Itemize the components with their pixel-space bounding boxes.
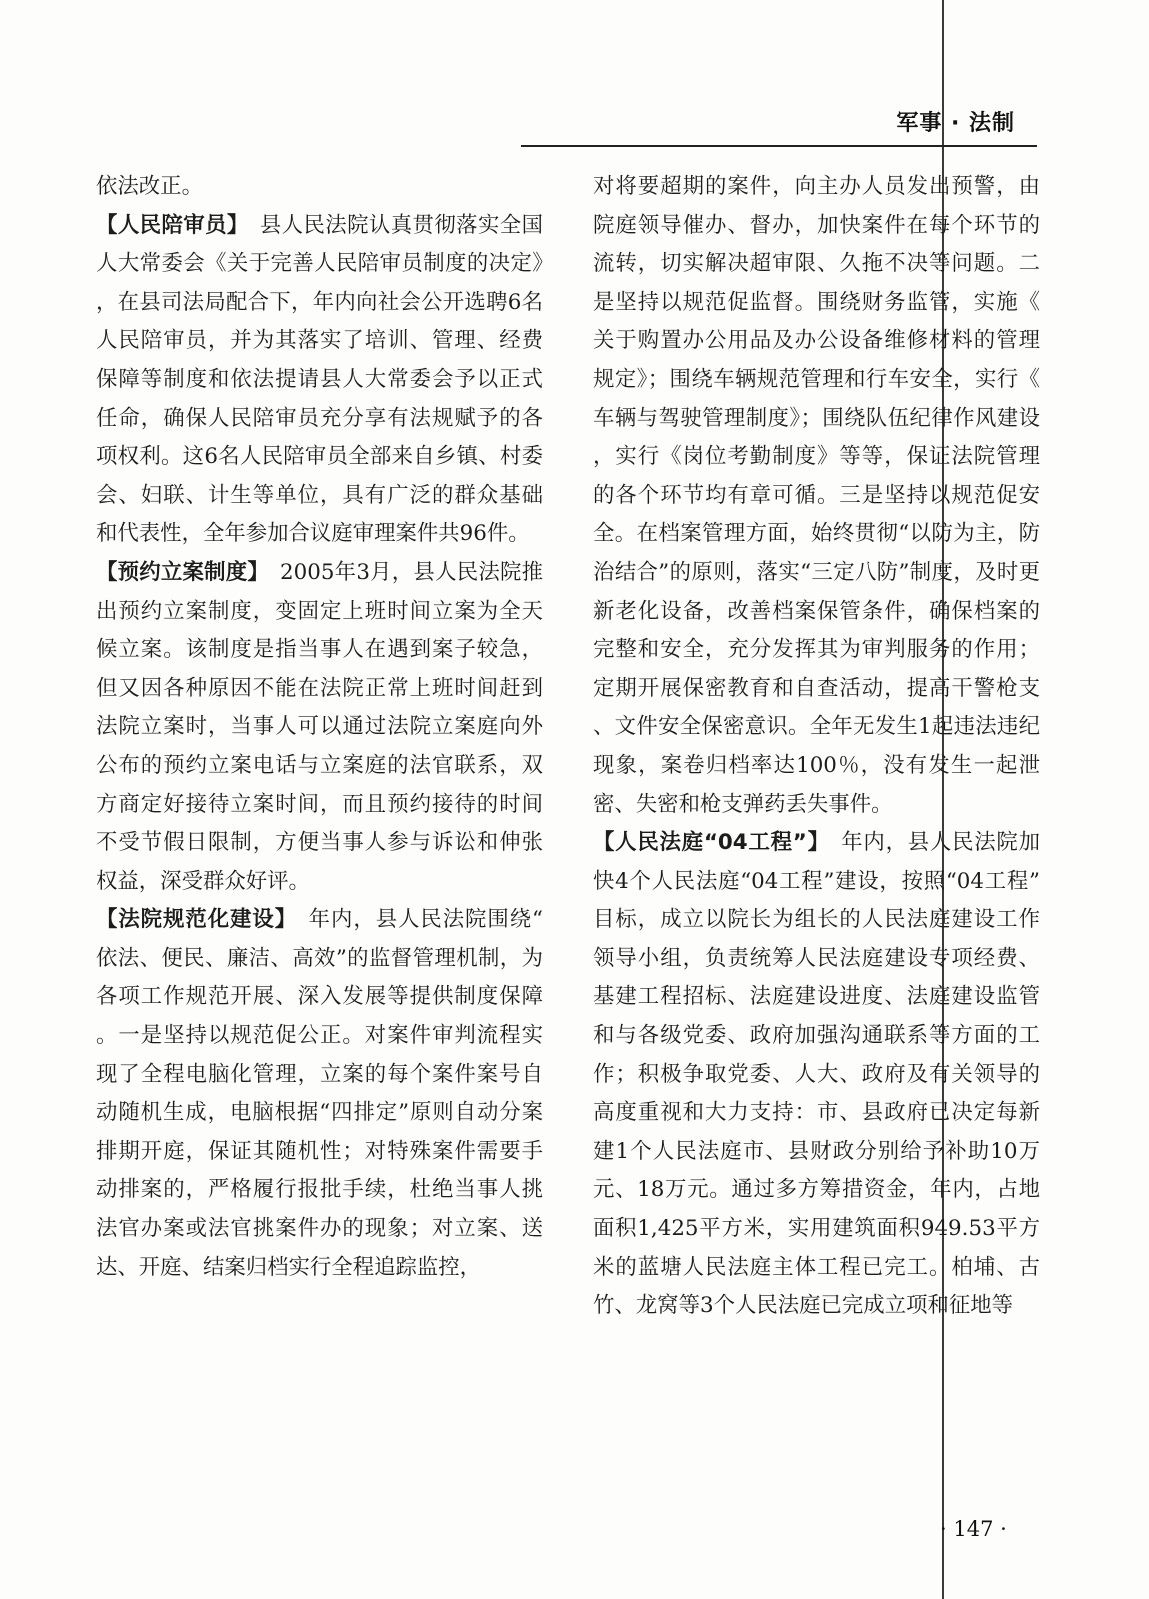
- paragraph-text: 年内，县人民法院围绕“依法、便民、廉洁、高效”的监督管理机制，为各项工作规范开展、深入发展等提供制度保障。一是坚持以规范促公正。对案件审判流程实现了全程电脑化管理，立案的每个案件案号自动随机生成，电脑根据“四排定”原则自动分案排期开庭，保证其随机性；对特殊案件需要手动排案的，严格履行报批手续，杜绝当事人挑法官办案或法官挑案件办的现象；对立案、送达、开庭、结案归档实行全程追踪监控，: [96, 907, 543, 1280]
- paragraph-heading: 【人民法庭“04工程”】: [593, 830, 820, 856]
- section-title: 军事 · 法制: [896, 111, 1015, 136]
- paragraph-text: 依法改正。: [96, 174, 203, 199]
- paragraph-text: 2005年3月，县人民法院推出预约立案制度，变固定上班时间立案为全天候立案。该制度是指当事人在遇到案子较急，但又因各种原因不能在法院正常上班时间赶到法院立案时，当事人可以通过法院立案庭向外公布的预约立案电话与立案庭的法官联系，双方商定好接待立案时间，而且预约接待的时间不受节假日限制，方便当事人参与诉讼和伸张权益，深受群众好评。: [96, 559, 543, 894]
- paragraph-heading: 【预约立案制度】: [96, 559, 259, 585]
- paragraph-text: 县人民法院认真贯彻落实全国人大常委会《关于完善人民陪审员制度的决定》，在县司法局配合下，年内向社会公开选聘6名人民陪审员，并为其落实了培训、管理、经费保障等制度和依法提请县人大常委会予以正式任命，确保人民陪审员充分享有法规赋予的各项权利。这6名人民陪审员全部来自乡镇、村委会、妇联、计生等单位，具有广泛的群众基础和代表性，全年参加合议庭审理案件共96件。: [96, 212, 543, 547]
- paragraph: [96, 168, 543, 207]
- paragraph: [96, 554, 543, 901]
- paragraph-heading: 【法院规范化建设】: [96, 907, 287, 933]
- paragraph: [593, 824, 1040, 1326]
- paragraph-text: 年内，县人民法院加快4个人民法庭“04工程”建设，按照“04工程”目标，成立以院长为组长的人民法庭建设工作领导小组，负责统筹人民法庭建设专项经费、基建工程招标、法庭建设进度、法庭建设监管和与各级党委、政府加强沟通联系等方面的工作；积极争取党委、人大、政府及有关领导的高度重视和大力支持：市、县政府已决定每新建1个人民法庭市、县财政分别给予补助10万元、18万元。通过多方筹措资金，年内，占地面积1,425平方米，实用建筑面积949.53平方米的蓝塘人民法庭主体工程已完工。柏埔、古竹、龙窝等3个人民法庭已完成立项和征地等: [593, 830, 1040, 1319]
- header-rule: [521, 145, 1037, 147]
- right-column: [593, 168, 1040, 1326]
- paragraph: [96, 901, 543, 1287]
- paragraph-heading: 【人民陪审员】: [96, 212, 238, 238]
- paragraph: [96, 207, 543, 554]
- left-column: [96, 168, 543, 1287]
- page-number: · 147 ·: [940, 1517, 1007, 1541]
- paragraph-text: 对将要超期的案件，向主办人员发出预警，由院庭领导催办、督办，加快案件在每个环节的流转，切实解决超审限、久拖不决等问题。二是坚持以规范促监督。围绕财务监管，实施《关于购置办公用品及办公设备维修材料的管理规定》；围绕车辆规范管理和行车安全，实行《车辆与驾驶管理制度》；围绕队伍纪律作风建设，实行《岗位考勤制度》等等，保证法院管理的各个环节均有章可循。三是坚持以规范促安全。在档案管理方面，始终贯彻“以防为主，防治结合”的原则，落实“三定八防”制度，及时更新老化设备，改善档案保管条件，确保档案的完整和安全，充分发挥其为审判服务的作用；定期开展保密教育和自查活动，提高干警枪支、文件安全保密意识。全年无发生1起违法违纪现象，案卷归档率达100％，没有发生一起泄密、失密和枪支弹药丢失事件。: [593, 174, 1040, 817]
- paragraph: [593, 168, 1040, 824]
